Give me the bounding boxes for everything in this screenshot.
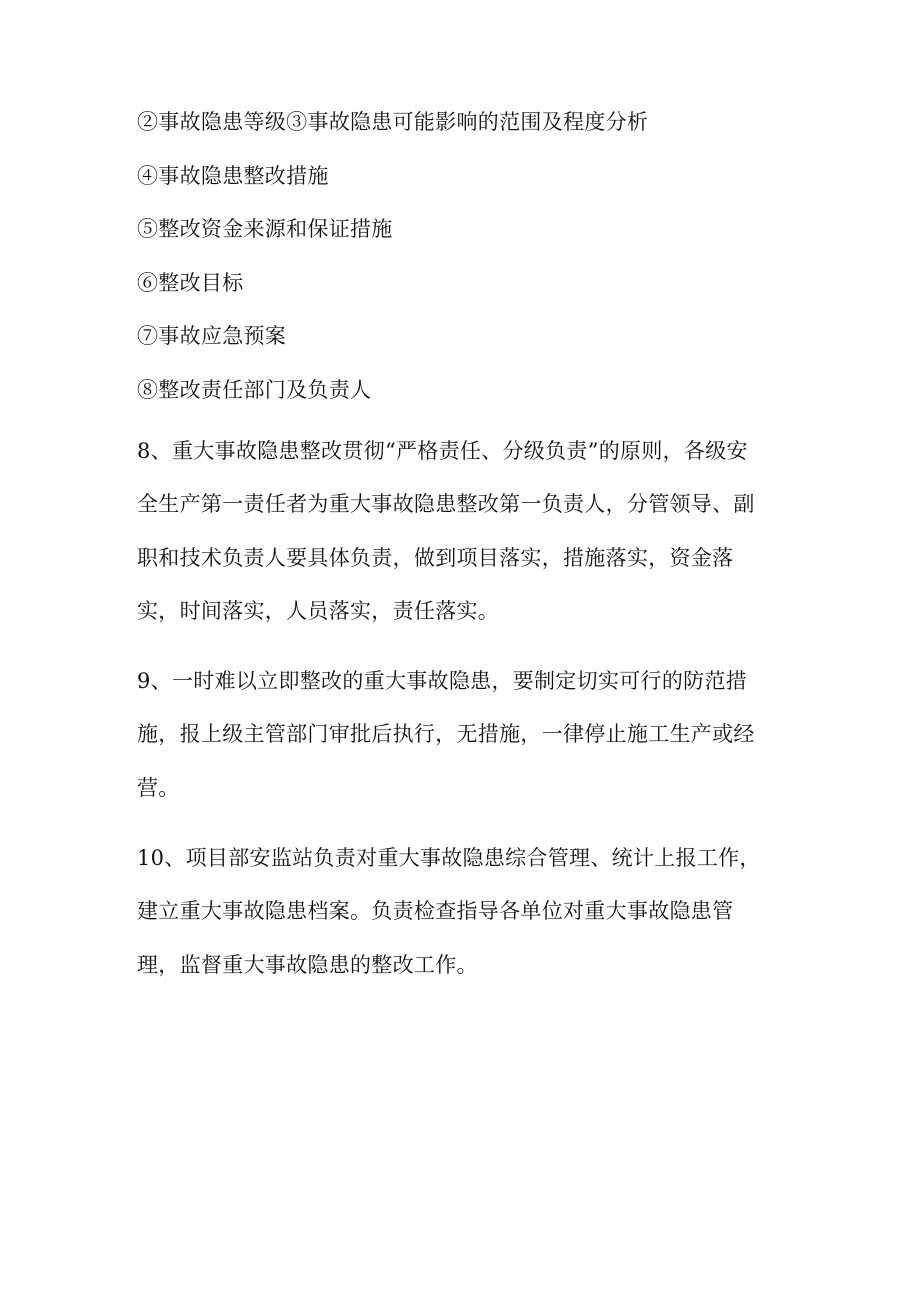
paragraph-line: 建立重大事故隐患档案。负责检查指导各单位对重大事故隐患管	[137, 899, 734, 924]
paragraph-line: 实，时间落实，人员落实，责任落实。	[137, 598, 500, 623]
list-item-7: ⑦事故应急预案	[137, 324, 287, 348]
paragraph-line: 8、重大事故隐患整改贯彻“严格责任、分级负责”的原则，各级安	[137, 439, 748, 463]
paragraph-line: 理，监督重大事故隐患的整改工作。	[137, 952, 478, 977]
paragraph-line: 9、一时难以立即整改的重大事故隐患，要制定切实可行的防范措	[137, 669, 748, 694]
paragraph-10	[137, 832, 787, 992]
paragraph-line: 全生产第一责任者为重大事故隐患整改第一负责人，分管领导、副	[137, 492, 755, 517]
document-body	[137, 104, 787, 1009]
paragraph-8	[137, 425, 787, 638]
list-item-2-3: ②事故隐患等级③事故隐患可能影响的范围及程度分析	[137, 110, 649, 134]
list-item-8: ⑧整改责任部门及负责人	[137, 377, 372, 402]
paragraph-line: 职和技术负责人要具体负责，做到项目落实，措施落实，资金落	[137, 545, 734, 570]
paragraph-9	[137, 655, 787, 815]
list-item-6: ⑥整改目标	[137, 270, 244, 295]
list-item-5: ⑤整改资金来源和保证措施	[137, 217, 393, 241]
paragraph-line: 营。	[137, 775, 180, 800]
paragraph-line: 10、项目部安监站负责对重大事故隐患综合管理、统计上报工作，	[137, 846, 761, 871]
list-item-4: ④事故隐患整改措施	[137, 163, 329, 188]
paragraph-line: 施，报上级主管部门审批后执行，无措施，一律停止施工生产或经	[137, 722, 755, 747]
